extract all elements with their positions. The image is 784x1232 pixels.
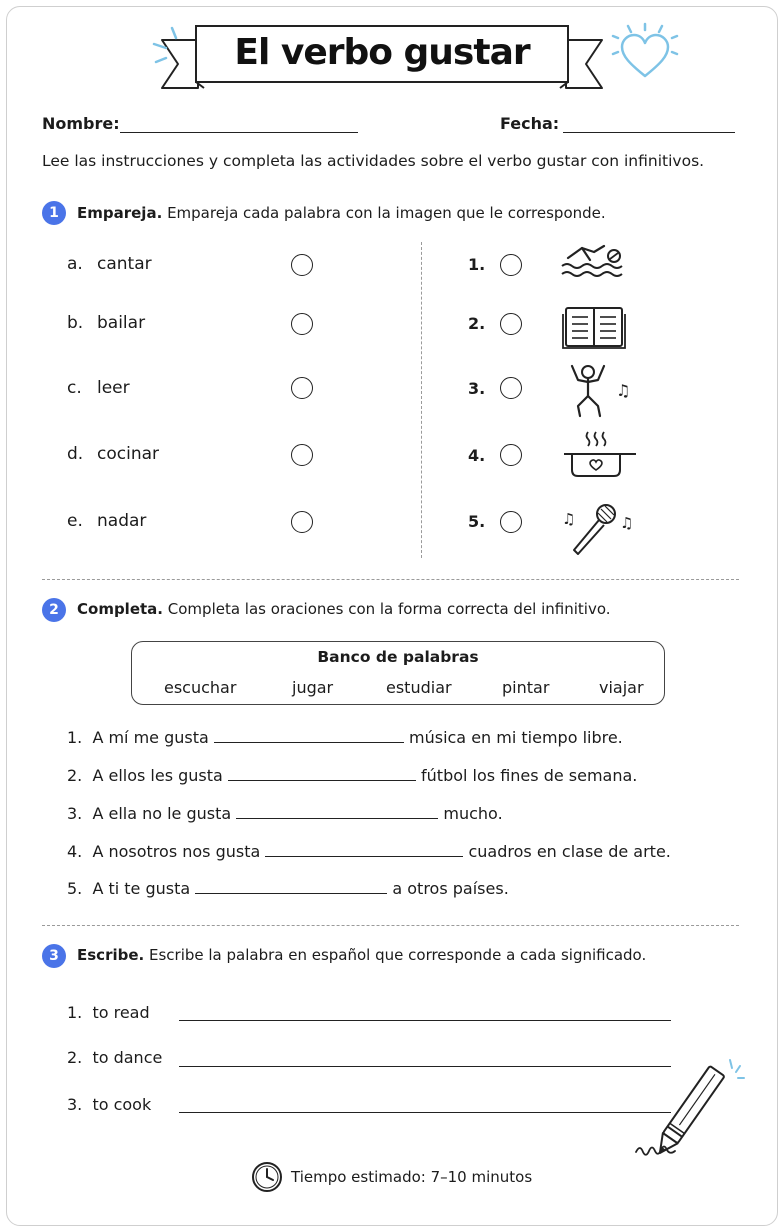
write-number: 1.	[67, 1003, 83, 1022]
write-answer-line[interactable]	[179, 1111, 671, 1113]
sentence-3	[67, 804, 503, 823]
match-word-leer: leer	[97, 378, 130, 398]
match-letter-c: c.	[67, 378, 82, 398]
sentence-number: 3.	[67, 804, 83, 823]
pencil-icon	[632, 1054, 748, 1164]
section-1-heading	[77, 204, 606, 222]
section-divider	[42, 925, 739, 926]
word-bank-item: jugar	[292, 678, 334, 697]
title-banner	[158, 18, 606, 100]
sentence-start: A nosotros nos gusta	[92, 842, 261, 861]
section-1-text: Empareja cada palabra con la imagen que le corresponde.	[167, 204, 606, 222]
word-bank-item: pintar	[502, 678, 550, 697]
svg-text:♫: ♫	[562, 510, 576, 528]
match-letter-b: b.	[67, 313, 84, 333]
match-word-bailar: bailar	[97, 313, 146, 333]
word-bank-item: viajar	[599, 678, 644, 697]
write-english: to read	[92, 1003, 150, 1022]
image-circle-5[interactable]	[500, 511, 522, 533]
answer-circle-b[interactable]	[291, 313, 313, 335]
sentence-start: A ella no le gusta	[92, 804, 232, 823]
sentence-blank[interactable]	[195, 880, 387, 894]
word-bank-item: escuchar	[164, 678, 237, 697]
write-item-2	[67, 1048, 162, 1067]
section-1-title: Empareja.	[77, 204, 163, 222]
sentence-number: 2.	[67, 766, 83, 785]
image-number-4: 4.	[468, 446, 486, 465]
match-letter-e: e.	[67, 511, 83, 531]
name-field[interactable]	[120, 115, 358, 133]
section-2-text: Completa las oraciones con la forma correcta del infinitivo.	[167, 600, 611, 618]
image-number-5: 5.	[468, 512, 486, 531]
section-2-heading	[77, 600, 611, 618]
write-english: to cook	[92, 1095, 152, 1114]
sentence-number: 4.	[67, 842, 83, 861]
section-number-2: 2	[42, 598, 66, 622]
write-number: 3.	[67, 1095, 83, 1114]
image-number-1: 1.	[468, 255, 486, 274]
section-3-heading	[77, 946, 646, 964]
svg-text:♫: ♫	[620, 514, 634, 532]
page-title: El verbo gustar	[234, 32, 530, 73]
answer-circle-c[interactable]	[291, 377, 313, 399]
sentence-blank[interactable]	[214, 729, 404, 743]
write-item-3	[67, 1095, 151, 1114]
sparkle-icon	[150, 24, 184, 72]
write-english: to dance	[92, 1048, 163, 1067]
open-book-icon	[562, 304, 626, 350]
name-label: Nombre:	[42, 114, 120, 133]
match-word-cocinar: cocinar	[97, 444, 159, 464]
write-answer-line[interactable]	[179, 1065, 671, 1067]
answer-circle-a[interactable]	[291, 254, 313, 276]
estimated-time: Tiempo estimado: 7–10 minutos	[291, 1168, 533, 1186]
answer-circle-d[interactable]	[291, 444, 313, 466]
write-answer-line[interactable]	[179, 1019, 671, 1021]
sentence-2	[67, 766, 637, 785]
sentence-number: 5.	[67, 879, 83, 898]
write-item-1	[67, 1003, 150, 1022]
match-word-nadar: nadar	[97, 511, 147, 531]
sentence-start: A mí me gusta	[92, 728, 209, 747]
microphone-icon	[560, 500, 640, 556]
sentence-end: a otros países.	[392, 879, 509, 898]
sentence-start: A ellos les gusta	[92, 766, 223, 785]
date-label: Fecha:	[500, 114, 560, 133]
sentence-end: música en mi tiempo libre.	[409, 728, 623, 747]
section-3-text: Escribe la palabra en español que corresponde a cada significado.	[149, 946, 647, 964]
image-circle-3[interactable]	[500, 377, 522, 399]
sentence-end: mucho.	[443, 804, 503, 823]
image-circle-1[interactable]	[500, 254, 522, 276]
sentence-blank[interactable]	[228, 767, 416, 781]
dancer-icon	[566, 362, 636, 420]
sentence-end: fútbol los fines de semana.	[421, 766, 638, 785]
sentence-blank[interactable]	[236, 805, 438, 819]
sentence-4	[67, 842, 671, 861]
image-number-3: 3.	[468, 379, 486, 398]
match-letter-a: a.	[67, 254, 83, 274]
date-field[interactable]	[563, 115, 735, 133]
sentence-end: cuadros en clase de arte.	[468, 842, 671, 861]
word-bank-item: estudiar	[386, 678, 452, 697]
image-circle-4[interactable]	[500, 444, 522, 466]
word-bank-title: Banco de palabras	[317, 648, 479, 666]
answer-circle-e[interactable]	[291, 511, 313, 533]
sentence-start: A ti te gusta	[92, 879, 191, 898]
image-number-2: 2.	[468, 314, 486, 333]
section-number-1: 1	[42, 201, 66, 225]
section-divider	[42, 579, 739, 580]
clock-icon	[250, 1160, 284, 1194]
image-circle-2[interactable]	[500, 313, 522, 335]
section-number-3: 3	[42, 944, 66, 968]
column-divider	[421, 242, 422, 558]
match-letter-d: d.	[67, 444, 84, 464]
sentence-number: 1.	[67, 728, 83, 747]
section-3-title: Escribe.	[77, 946, 145, 964]
section-2-title: Completa.	[77, 600, 163, 618]
svg-text:♫: ♫	[616, 381, 631, 400]
instructions: Lee las instrucciones y completa las actividades sobre el verbo gustar con infinitivos.	[42, 152, 705, 170]
write-number: 2.	[67, 1048, 83, 1067]
sentence-blank[interactable]	[265, 843, 463, 857]
sentence-5	[67, 879, 509, 898]
cooking-pot-icon	[562, 430, 638, 480]
sentence-1	[67, 728, 623, 747]
swimmer-icon	[560, 236, 628, 282]
match-word-cantar: cantar	[97, 254, 152, 274]
heart-icon	[610, 22, 680, 84]
